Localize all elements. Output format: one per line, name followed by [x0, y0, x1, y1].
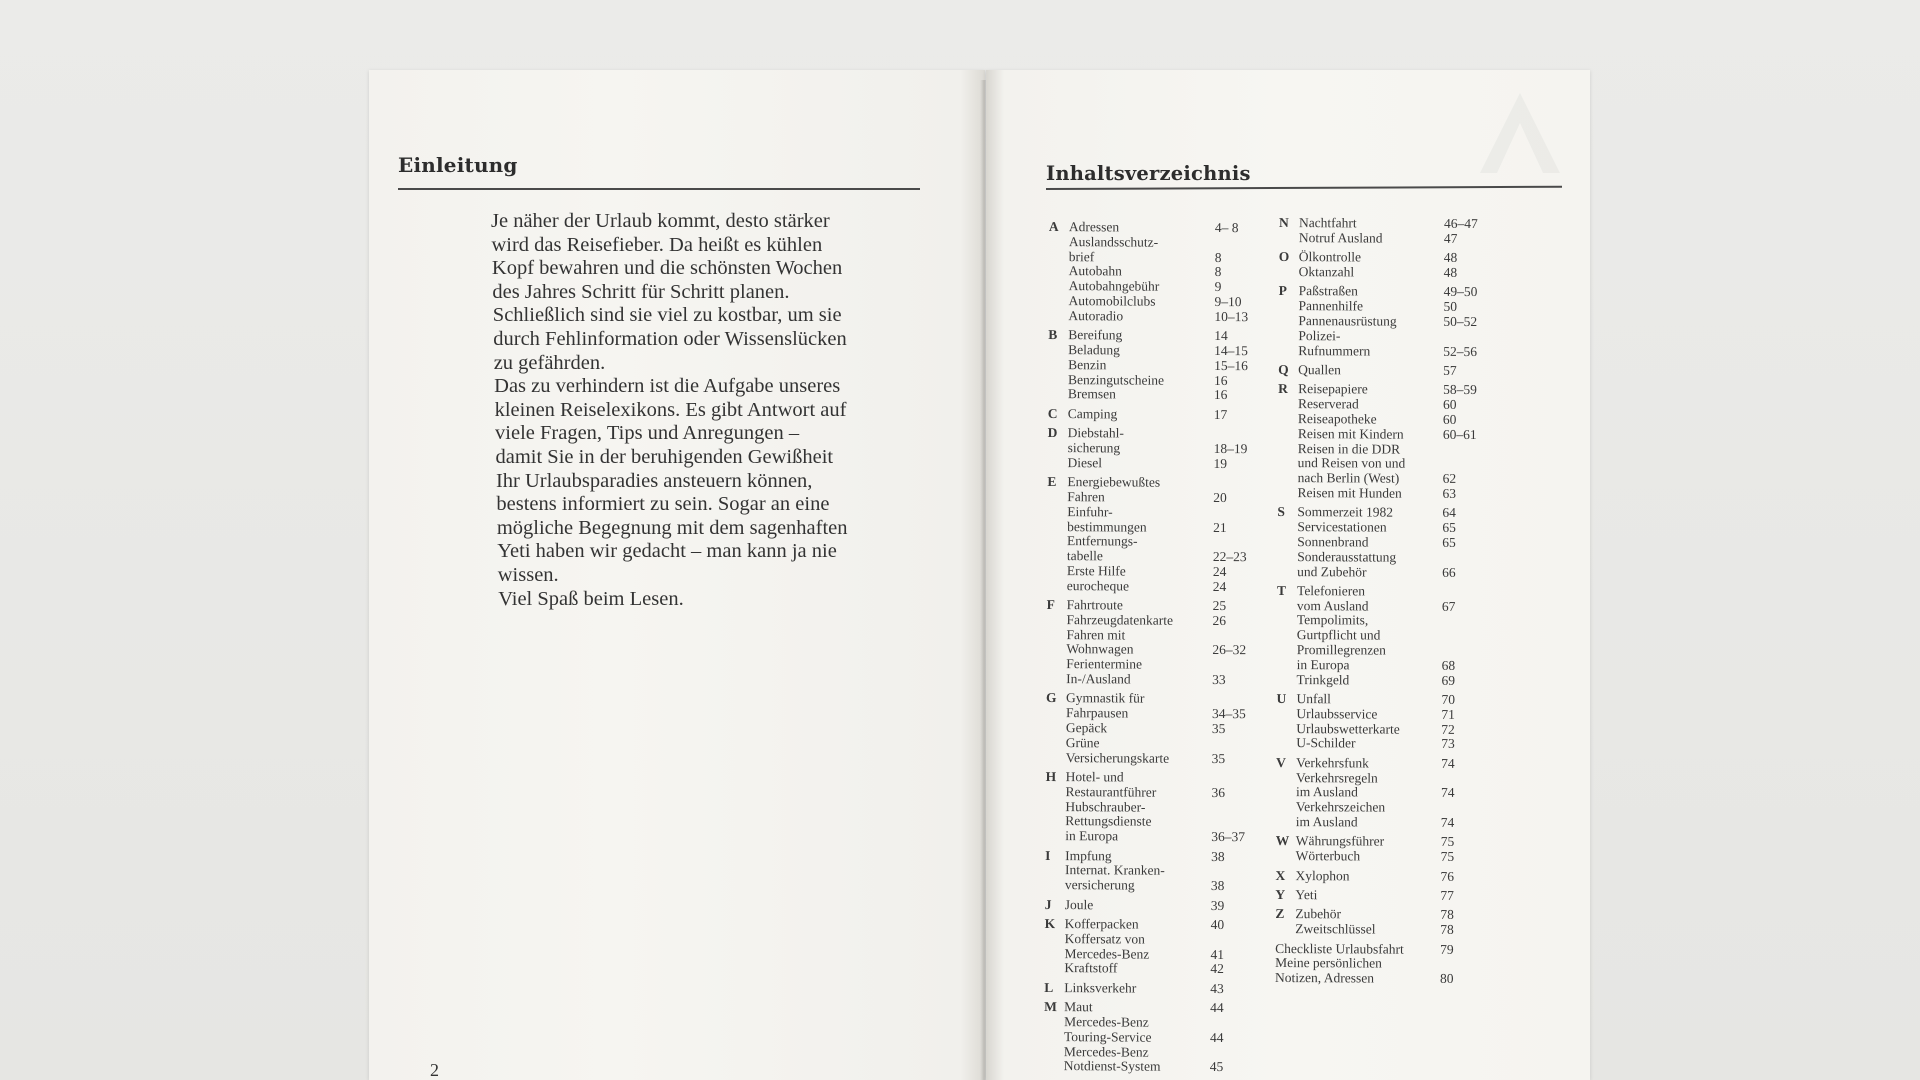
intro-line: wissen.	[497, 563, 559, 586]
toc-entry-text: Hubschrauber-	[1065, 798, 1146, 815]
left-title-rule	[398, 188, 920, 190]
intro-line: bestens informiert zu sein. Sogar an eine	[496, 493, 830, 516]
intro-line: zu gefährden.	[493, 351, 606, 374]
toc-group	[1045, 898, 1265, 914]
toc-page-number: 20	[1213, 489, 1227, 506]
toc-page-number: 79	[1440, 941, 1454, 957]
toc-entry-text: Yeti	[1295, 887, 1318, 903]
toc-entry-text: Reisen mit Kindern	[1297, 425, 1404, 442]
toc-page-number: 25	[1212, 598, 1227, 614]
toc-entry	[1276, 736, 1496, 752]
toc-page-number: 18–19	[1213, 440, 1248, 457]
toc-entry-text: Adressen	[1068, 219, 1120, 235]
toc-group	[1047, 475, 1268, 595]
toc-letter: U	[1276, 691, 1287, 707]
toc-page-number: 66	[1442, 564, 1456, 580]
toc-entry-text: Xylophon	[1295, 867, 1350, 883]
toc-page-number: 16	[1213, 387, 1228, 403]
toc-entry	[1047, 579, 1267, 595]
toc-entry-text: Zubehör	[1295, 906, 1342, 922]
toc-entry-text: Unfall	[1296, 691, 1332, 707]
toc-entry	[1278, 363, 1498, 379]
toc-entry-text: Camping	[1067, 405, 1118, 422]
toc-entry-text: Notizen, Adressen	[1274, 970, 1375, 986]
toc-page-number: 63	[1442, 485, 1457, 501]
toc-column-left	[1044, 220, 1269, 1080]
toc-page-number: 14–15	[1214, 342, 1249, 359]
toc-page-number: 71	[1441, 706, 1455, 722]
toc-group	[1048, 220, 1269, 325]
toc-entry-text: Urlaubswetterkarte	[1296, 720, 1400, 737]
toc-entry	[1048, 309, 1268, 325]
toc-page-number: 41	[1210, 946, 1225, 962]
toc-entry	[1044, 961, 1264, 977]
toc-entry-text: Meine persönlichen	[1275, 955, 1382, 971]
toc-entry-text: Gymnastik für	[1066, 690, 1145, 707]
toc-page-number: 50	[1443, 299, 1458, 315]
toc-entry-text: Reserverad	[1297, 396, 1359, 412]
toc-page-number: 73	[1441, 736, 1455, 752]
toc-entry	[1044, 932, 1264, 963]
toc-letter: S	[1277, 504, 1286, 520]
intro-line: durch Fehlinformation oder Wissenslücken	[493, 327, 847, 350]
toc-entry-text: versicherung	[1064, 877, 1135, 893]
toc-entry	[1045, 863, 1265, 894]
toc-page-number: 74	[1440, 785, 1455, 801]
toc-entry-text: Gurtpflicht und	[1296, 627, 1381, 643]
toc-page-number: 17	[1213, 406, 1228, 422]
toc-entry-text: Autoradio	[1068, 307, 1124, 324]
toc-entry-text: Reiseapotheke	[1297, 411, 1377, 427]
toc-entry-text: Tempolimits,	[1296, 612, 1369, 628]
toc-letter: J	[1044, 896, 1052, 912]
toc-entry-text: Autobahngebühr	[1068, 278, 1160, 294]
toc-page-number: 42	[1210, 961, 1224, 977]
toc-entry	[1048, 407, 1268, 423]
toc-entry	[1279, 231, 1499, 247]
right-page-title: Inhaltsverzeichnis	[1046, 162, 1251, 185]
toc-page-number: 8	[1214, 264, 1222, 280]
toc-letter: A	[1048, 219, 1059, 235]
toc-entry-text: Entfernungs-	[1066, 533, 1138, 549]
toc-page-number: 26	[1212, 612, 1227, 628]
toc-entry-text: Autobahn	[1068, 263, 1122, 279]
toc-group	[1044, 981, 1264, 997]
toc-page-number: 9	[1214, 279, 1222, 295]
toc-entry-text: Mercedes-Benz	[1064, 1014, 1149, 1030]
toc-page-number: 65	[1442, 519, 1456, 536]
toc-entry-text: Verkehrszeichen	[1295, 799, 1386, 815]
toc-entry	[1275, 888, 1495, 904]
toc-entry-text: Reisen mit Hunden	[1297, 485, 1402, 501]
toc-entry-text: Benzingutscheine	[1067, 371, 1165, 388]
toc-entry-text: Touring-Service	[1063, 1028, 1152, 1045]
toc-entry-text: Einfuhr-	[1067, 503, 1113, 520]
toc-letter: G	[1046, 690, 1057, 706]
intro-line: Ihr Urlaubsparadies ansteuern können,	[495, 469, 813, 492]
toc-page-number: 44	[1209, 1029, 1224, 1045]
toc-letter: V	[1276, 754, 1286, 770]
toc-group	[1276, 869, 1496, 885]
toc-entry-text: bestimmungen	[1067, 518, 1147, 535]
toc-entry	[1276, 869, 1496, 885]
toc-page-number: 78	[1440, 907, 1454, 923]
toc-group	[1278, 284, 1498, 359]
toc-page-number: 46–47	[1443, 215, 1478, 232]
toc-page-number: 24	[1212, 563, 1227, 579]
toc-page-number: 68	[1441, 657, 1456, 673]
toc-entry-text: Nachtfahrt	[1298, 215, 1357, 231]
toc-group	[1276, 834, 1496, 865]
toc-entry-text: Zweitschlüssel	[1295, 921, 1376, 937]
toc-entry	[1278, 329, 1498, 360]
toc-entry-text: Sonderausstattung	[1297, 548, 1397, 565]
toc-entry-text: brief	[1068, 248, 1095, 264]
toc-page-number: 35	[1211, 750, 1226, 766]
toc-entry	[1278, 442, 1498, 488]
toc-entry	[1279, 265, 1499, 281]
toc-page-number: 38	[1210, 878, 1225, 894]
toc-letter: E	[1047, 474, 1057, 490]
toc-page-number: 80	[1439, 971, 1454, 987]
toc-entry-text: Versicherungskarte	[1065, 749, 1170, 766]
toc-entry-text: Bereifung	[1068, 327, 1123, 343]
toc-entry	[1046, 628, 1266, 659]
toc-entry-text: Fahren	[1067, 489, 1105, 505]
toc-page-number: 15–16	[1214, 357, 1248, 373]
toc-entry	[1044, 981, 1264, 997]
toc-page-number: 21	[1213, 519, 1227, 535]
toc-letter: M	[1044, 999, 1057, 1015]
toc-entry-text: in Europa	[1065, 828, 1119, 844]
toc-page-number: 75	[1440, 834, 1455, 850]
toc-entry	[1275, 956, 1495, 987]
intro-text	[491, 210, 936, 611]
intro-line: Schließlich sind sie viel zu kostbar, um sie	[492, 304, 842, 327]
toc-page-number: 14	[1214, 328, 1228, 344]
toc-entry-text: Notdienst-System	[1063, 1058, 1161, 1075]
toc-group	[1275, 942, 1495, 988]
toc-entry-text: Fahrzeugdatenkarte	[1066, 612, 1174, 628]
toc-entry-text: Polizei-	[1298, 327, 1341, 344]
intro-line: wird das Reisefieber. Da heißt es kühlen	[491, 233, 823, 256]
toc-group	[1275, 907, 1495, 938]
toc-page-number: 48	[1443, 264, 1458, 280]
toc-group	[1045, 770, 1265, 845]
toc-page-number: 60–61	[1442, 426, 1477, 442]
intro-line: viele Fragen, Tips und Anregungen –	[495, 422, 800, 445]
page-number-left: 2	[430, 1060, 439, 1080]
toc-group	[1278, 382, 1499, 502]
toc-entry-text: in Europa	[1296, 656, 1350, 673]
toc-entry	[1277, 673, 1497, 689]
toc-entry-text: Diebstahl-	[1067, 425, 1124, 441]
toc-entry-text: Servicestationen	[1297, 519, 1387, 535]
toc-entry-text: Impfung	[1065, 847, 1112, 864]
toc-entry	[1045, 770, 1265, 801]
toc-entry-text: eurocheque	[1066, 577, 1130, 594]
toc-letter: Q	[1278, 361, 1289, 378]
toc-page-number: 26–32	[1212, 642, 1247, 658]
toc-entry	[1277, 550, 1497, 581]
toc-entry	[1046, 657, 1266, 688]
toc-page-number: 45	[1209, 1059, 1224, 1075]
toc-entry-text: Trinkgeld	[1296, 671, 1350, 688]
toc-entry-text: Fahren mit	[1066, 626, 1126, 643]
toc-entry	[1045, 898, 1265, 914]
toc-page-number: 52–56	[1443, 343, 1478, 359]
toc-entry-text: Verkehrsregeln	[1296, 769, 1378, 786]
toc-entry-text: Auslandsschutz-	[1068, 233, 1159, 250]
toc-letter: O	[1278, 249, 1290, 265]
toc-entry-text: Maut	[1064, 999, 1093, 1015]
toc-page-number: 8	[1214, 249, 1222, 265]
toc-entry-text: tabelle	[1066, 548, 1103, 564]
toc-entry	[1049, 235, 1269, 266]
toc-page-number: 43	[1210, 980, 1224, 996]
toc-letter: L	[1044, 979, 1054, 995]
intro-line: damit Sie in der beruhigenden Gewißheit	[495, 445, 834, 468]
toc-entry-text: Reisen in die DDR	[1297, 440, 1401, 457]
toc-entry	[1046, 691, 1266, 722]
toc-entry-text: Verkehrsfunk	[1296, 754, 1369, 771]
toc-page-number: 67	[1441, 598, 1456, 614]
toc-letter: H	[1045, 769, 1057, 785]
toc-entry-text: Mercedes-Benz	[1064, 945, 1150, 962]
toc-entry-text: Promillegrenzen	[1296, 642, 1387, 658]
toc-page-number: 76	[1440, 868, 1455, 884]
toc-group	[1048, 407, 1268, 423]
toc-entry	[1277, 613, 1497, 673]
toc-entry-text: Oktanzahl	[1298, 264, 1355, 280]
toc-entry-text: Pannenhilfe	[1298, 298, 1364, 314]
toc-page-number: 70	[1441, 691, 1456, 707]
toc-entry-text: Erste Hilfe	[1066, 563, 1126, 579]
toc-entry	[1276, 771, 1496, 802]
toc-page-number: 74	[1440, 814, 1455, 830]
toc-page-number: 77	[1440, 887, 1454, 903]
toc-entry-text: Notruf Ausland	[1298, 229, 1383, 246]
toc-entry-text: Internat. Kranken-	[1064, 862, 1165, 879]
toc-entry-text: Ölkontrolle	[1298, 249, 1362, 265]
toc-letter: T	[1277, 582, 1287, 598]
toc-group	[1044, 1000, 1264, 1075]
toc-entry	[1276, 849, 1496, 865]
toc-entry-text: Kofferpacken	[1064, 916, 1139, 932]
toc-group	[1278, 363, 1498, 379]
toc-entry	[1047, 475, 1267, 506]
toc-entry	[1048, 387, 1268, 403]
toc-letter: F	[1046, 597, 1055, 613]
toc-page-number: 74	[1441, 755, 1455, 771]
toc-page-number: 48	[1443, 250, 1458, 266]
toc-entry-text: Restaurantführer	[1065, 783, 1157, 800]
intro-line: mögliche Begegnung mit dem sagenhaften	[496, 516, 848, 539]
toc-letter: X	[1275, 867, 1286, 883]
toc-page-number: 47	[1443, 230, 1458, 246]
toc-group	[1046, 598, 1267, 688]
toc-page-number: 60	[1442, 397, 1457, 413]
toc-group	[1277, 584, 1498, 689]
toc-entry	[1047, 456, 1267, 472]
toc-entry-text: Rettungsdienste	[1065, 813, 1152, 830]
toc-entry	[1046, 736, 1266, 767]
intro-line: Je näher der Urlaub kommt, desto stärker	[491, 210, 830, 232]
toc-page-number: 16	[1213, 372, 1228, 388]
toc-page-number: 9–10	[1214, 293, 1242, 310]
toc-page-number: 19	[1213, 455, 1228, 471]
toc-page-number: 22–23	[1212, 549, 1247, 565]
toc-group	[1279, 250, 1499, 281]
toc-entry-text: U-Schilder	[1296, 735, 1356, 751]
toc-entry-text: Beladung	[1068, 342, 1121, 358]
toc-letter: R	[1278, 381, 1288, 397]
toc-page-number: 44	[1210, 1000, 1224, 1016]
toc-letter: N	[1278, 215, 1289, 231]
toc-letter: I	[1045, 847, 1051, 863]
toc-group	[1045, 849, 1265, 895]
toc-letter: C	[1047, 405, 1058, 421]
toc-entry-text: Kraftstoff	[1064, 960, 1118, 976]
toc-page-number: 34–35	[1211, 706, 1246, 722]
toc-page-number: 38	[1211, 848, 1225, 864]
toc-entry	[1048, 426, 1268, 457]
toc-group	[1276, 692, 1496, 752]
toc-entry-text: Fahrpausen	[1065, 705, 1129, 721]
toc-page-number: 60	[1442, 411, 1457, 427]
toc-entry-text: sicherung	[1067, 440, 1121, 456]
toc-entry	[1044, 1045, 1264, 1076]
toc-page-number: 78	[1440, 922, 1454, 938]
toc-column-right	[1275, 216, 1499, 992]
toc-entry	[1275, 922, 1495, 938]
toc-entry-text: Gepäck	[1065, 720, 1108, 736]
left-page-title: Einleitung	[398, 153, 518, 177]
toc-letter: Y	[1275, 886, 1286, 903]
toc-entry-text: Wohnwagen	[1066, 641, 1134, 658]
toc-entry	[1047, 534, 1267, 565]
toc-page-number: 10–13	[1214, 308, 1249, 324]
toc-entry-text: Grüne	[1065, 734, 1100, 751]
toc-entry-text: und Zubehör	[1297, 563, 1367, 579]
toc-page-number: 64	[1442, 505, 1456, 521]
toc-entry-text: Linksverkehr	[1064, 979, 1137, 996]
toc-letter: D	[1047, 425, 1058, 441]
toc-entry-text: Automobilclubs	[1068, 293, 1156, 309]
intro-line: Viel Spaß beim Lesen.	[498, 587, 684, 610]
toc-group	[1277, 505, 1497, 580]
intro-line: kleinen Reiselexikons. Es gibt Antwort auf	[494, 398, 847, 421]
letter-a-watermark-icon	[1475, 88, 1565, 178]
toc-group	[1048, 328, 1268, 403]
toc-page-number: 58–59	[1443, 382, 1477, 398]
toc-entry-text: Telefonieren	[1297, 582, 1366, 599]
toc-entry	[1277, 584, 1497, 615]
toc-entry-text: nach Berlin (West)	[1297, 470, 1400, 486]
toc-page-number: 33	[1212, 672, 1226, 688]
toc-page-number: 62	[1442, 470, 1457, 487]
toc-entry-text: vom Ausland	[1296, 597, 1369, 614]
toc-letter: B	[1048, 327, 1058, 343]
toc-entry-text: Pannenausrüstung	[1298, 313, 1397, 329]
toc-entry-text: im Ausland	[1295, 814, 1358, 830]
toc-entry-text: und Reisen von und	[1297, 455, 1406, 471]
toc-group	[1275, 888, 1495, 904]
toc-letter: P	[1278, 283, 1287, 299]
toc-group	[1046, 691, 1266, 766]
toc-entry-text: im Ausland	[1295, 784, 1358, 800]
toc-entry-text: Sommerzeit 1982	[1297, 504, 1394, 520]
toc-letter: W	[1275, 833, 1290, 849]
toc-entry-text: Sonnenbrand	[1297, 534, 1369, 550]
toc-letter: K	[1044, 915, 1056, 932]
toc-page-number: 50–52	[1443, 313, 1478, 330]
toc-entry-text: In-/Ausland	[1066, 671, 1131, 687]
toc-group	[1279, 216, 1499, 247]
toc-entry-text: Paßstraßen	[1298, 283, 1358, 299]
toc-letter: Z	[1275, 906, 1285, 922]
toc-entry-text: Wörterbuch	[1295, 848, 1361, 864]
toc-entry-text: Reisepapiere	[1298, 381, 1368, 397]
toc-page-number: 35	[1211, 721, 1226, 737]
toc-entry-text: Bremsen	[1067, 386, 1116, 402]
intro-line: Kopf bewahren und die schönsten Wochen	[491, 257, 843, 280]
toc-page-number: 49–50	[1443, 284, 1478, 300]
toc-entry	[1044, 1015, 1264, 1046]
toc-page-number: 57	[1443, 362, 1457, 378]
toc-entry	[1047, 505, 1267, 536]
toc-entry-text: Währungsführer	[1295, 833, 1385, 849]
toc-group	[1044, 917, 1264, 978]
toc-entry	[1045, 800, 1265, 846]
toc-page-number: 36	[1211, 784, 1226, 800]
toc-entry-text: Energiebewußtes	[1067, 474, 1161, 490]
toc-entry-text: Fahrtroute	[1066, 597, 1123, 613]
toc-page-number: 24	[1212, 578, 1227, 594]
toc-page-number: 4– 8	[1214, 220, 1239, 236]
toc-page-number: 65	[1442, 534, 1456, 550]
toc-entry-text: Mercedes-Benz	[1063, 1043, 1149, 1060]
toc-entry-text: Koffersatz von	[1064, 930, 1146, 947]
toc-page-number: 75	[1440, 849, 1455, 865]
toc-entry	[1276, 800, 1496, 831]
toc-entry-text: Hotel- und	[1065, 769, 1124, 785]
toc-page-number: 36–37	[1211, 829, 1246, 845]
toc-page-number: 72	[1441, 721, 1455, 737]
toc-page-number: 40	[1210, 917, 1225, 933]
toc-entry-text: Urlaubsservice	[1296, 705, 1378, 722]
intro-line: Yeti haben wir gedacht – man kann ja nie	[497, 540, 837, 563]
toc-entry-text: Benzin	[1068, 356, 1107, 373]
toc-group	[1047, 426, 1267, 472]
toc-page-number: 39	[1210, 897, 1225, 913]
toc-entry	[1278, 486, 1498, 502]
toc-group	[1276, 756, 1496, 831]
toc-page-number: 69	[1441, 672, 1456, 688]
intro-line: des Jahres Schritt für Schritt planen.	[492, 280, 790, 303]
toc-entry-text: Rufnummern	[1298, 342, 1371, 359]
toc-entry-text: Ferientermine	[1066, 656, 1143, 672]
toc-entry-text: Diesel	[1067, 454, 1103, 471]
toc-entry-text: Joule	[1064, 896, 1094, 912]
toc-entry-text: Quallen	[1298, 362, 1341, 378]
intro-line: Das zu verhindern ist die Aufgabe unseres	[494, 375, 841, 398]
toc-entry-text: Checkliste Urlaubsfahrt	[1275, 940, 1404, 957]
